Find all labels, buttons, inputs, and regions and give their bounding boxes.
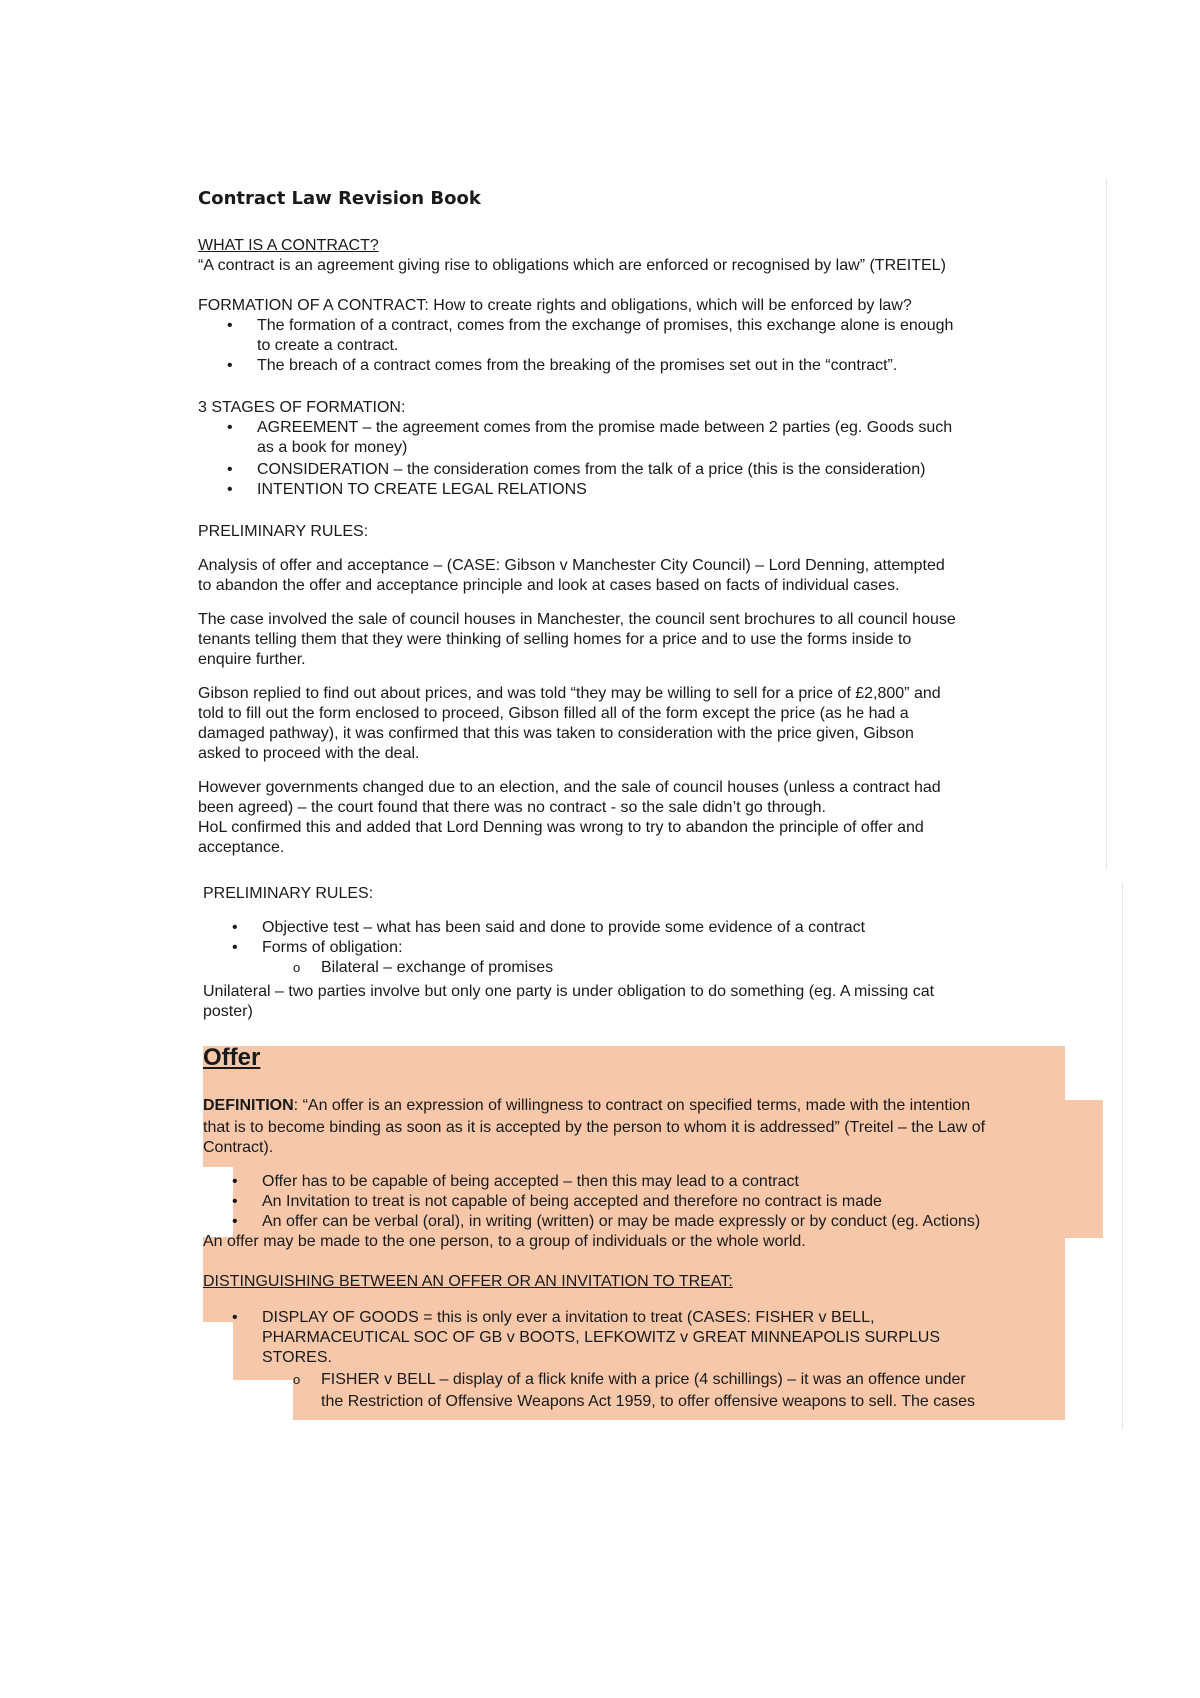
paragraph-line: enquire further. <box>198 651 306 668</box>
prelim-sub-bullet: o Bilateral – exchange of promises <box>321 958 553 978</box>
treitel-quote: “A contract is an agreement giving rise to obligations which are enforced or recognised by law” (TREITEL) <box>198 257 946 274</box>
formation-bullet: • The breach of a contract comes from the breaking of the promises set out in the “contract”. <box>257 356 897 376</box>
paragraph-line: However governments changed due to an election, and the sale of council houses (unless a contract had <box>198 779 941 796</box>
prelim-bullet: • Forms of obligation: <box>262 938 403 958</box>
offer-bullet: • Offer has to be capable of being accepted – then this may lead to a contract <box>262 1172 799 1192</box>
stage-item-cont: as a book for money) <box>257 439 408 456</box>
stage-item: • INTENTION TO CREATE LEGAL RELATIONS <box>257 480 587 500</box>
offer-bullet: • An offer can be verbal (oral), in writing (written) or may be made expressly or by conduct (eg. Actions) <box>262 1212 980 1232</box>
paragraph-line: acceptance. <box>198 839 285 856</box>
paragraph-line: HoL confirmed this and added that Lord Denning was wrong to try to abandon the principle of offer and <box>198 819 924 836</box>
prelim-heading: PRELIMINARY RULES: <box>198 523 369 540</box>
paragraph-line: damaged pathway), it was confirmed that this was taken to consideration with the price given, Gibson <box>198 725 914 742</box>
stage-item: • CONSIDERATION – the consideration comes from the talk of a price (this is the consideration) <box>257 460 925 480</box>
page-margin-line <box>1106 178 1107 870</box>
display-goods-bullet: • DISPLAY OF GOODS = this is only ever a invitation to treat (CASES: FISHER v BELL, <box>262 1308 875 1328</box>
paragraph-line: been agreed) – the court found that there was no contract - so the sale didn’t go through. <box>198 799 826 816</box>
prelim-heading-2: PRELIMINARY RULES: <box>203 885 374 902</box>
paragraph-line: to abandon the offer and acceptance principle and look at cases based on facts of individual cases. <box>198 577 900 594</box>
paragraph-line: The case involved the sale of council houses in Manchester, the council sent brochures to all council house <box>198 611 956 628</box>
distinguishing-heading: DISTINGUISHING BETWEEN AN OFFER OR AN INVITATION TO TREAT: <box>203 1273 733 1290</box>
display-goods-cont: STORES. <box>262 1349 332 1366</box>
prelim-bullet: • Objective test – what has been said and done to provide some evidence of a contract <box>262 918 865 938</box>
definition-line: that is to become binding as soon as it is accepted by the person to whom it is addressed” (Treitel – the Law of <box>203 1119 986 1136</box>
display-goods-cont: PHARMACEUTICAL SOC OF GB v BOOTS, LEFKOWITZ v GREAT MINNEAPOLIS SURPLUS <box>262 1329 941 1346</box>
paragraph-line: asked to proceed with the deal. <box>198 745 420 762</box>
formation-bullet-cont: to create a contract. <box>257 337 399 354</box>
definition-label: DEFINITION <box>203 1097 294 1114</box>
fisher-sub-bullet: o FISHER v BELL – display of a flick knife with a price (4 schillings) – it was an offence under <box>321 1370 966 1390</box>
highlight-offer-heading <box>203 1046 1065 1102</box>
offer-heading: Offer <box>203 1044 261 1071</box>
definition-text: : “An offer is an expression of willingness to contract on specified terms, made with the intention <box>293 1097 971 1114</box>
what-is-heading: WHAT IS A CONTRACT? <box>198 237 379 254</box>
unilateral-line: poster) <box>203 1003 253 1020</box>
definition-line: Contract). <box>203 1139 274 1156</box>
fisher-sub-cont: the Restriction of Offensive Weapons Act 1959, to offer offensive weapons to sell. The cases <box>321 1393 976 1410</box>
paragraph-line: tenants telling them that they were thinking of selling homes for a price and to use the forms inside to <box>198 631 912 648</box>
definition-line <box>203 1096 970 1116</box>
offer-bullet: • An Invitation to treat is not capable of being accepted and therefore no contract is made <box>262 1192 882 1212</box>
stage-item: • AGREEMENT – the agreement comes from the promise made between 2 parties (eg. Goods such <box>257 418 952 438</box>
paragraph-line: Gibson replied to find out about prices, and was told “they may be willing to sell for a price of £2,800” and <box>198 685 941 702</box>
paragraph-line: Analysis of offer and acceptance – (CASE: Gibson v Manchester City Council) – Lord Denning, attempted <box>198 557 945 574</box>
stages-heading: 3 STAGES OF FORMATION: <box>198 399 406 416</box>
unilateral-line: Unilateral – two parties involve but only one party is under obligation to do something (eg. A missing cat <box>203 983 935 1000</box>
offer-after-line: An offer may be made to the one person, to a group of individuals or the whole world. <box>203 1233 806 1250</box>
formation-heading: FORMATION OF A CONTRACT: How to create rights and obligations, which will be enforced by law? <box>198 297 912 314</box>
formation-bullet: • The formation of a contract, comes from the exchange of promises, this exchange alone is enough <box>257 316 953 336</box>
document-title: Contract Law Revision Book <box>198 188 481 209</box>
page-margin-line <box>1122 882 1123 1430</box>
paragraph-line: told to fill out the form enclosed to proceed, Gibson filled all of the form except the price (as he had a <box>198 705 909 722</box>
